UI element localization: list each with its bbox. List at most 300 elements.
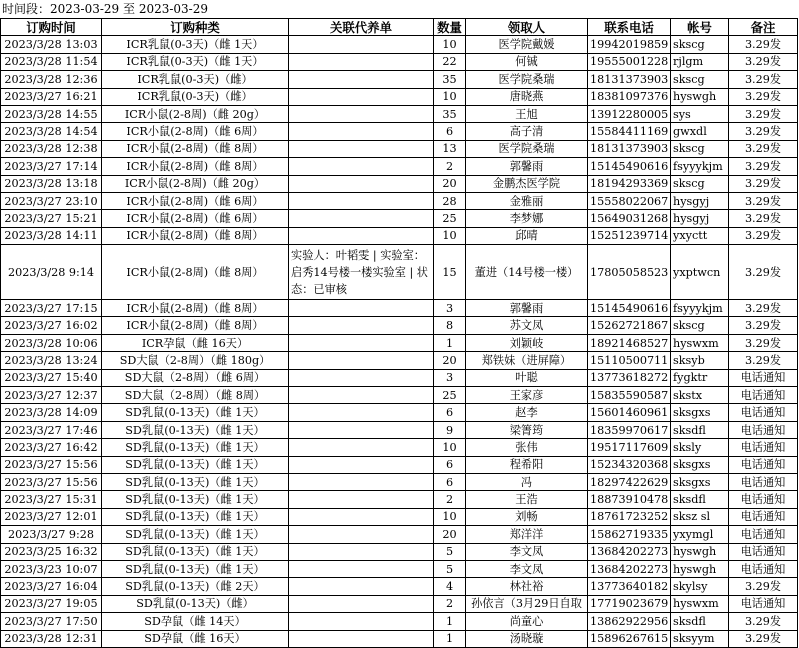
table-row[interactable]: [1, 421, 798, 438]
order-type-cell: SD大鼠（2-8周）（雌 180g）: [102, 352, 289, 369]
phone-cell: 15145490616: [588, 158, 671, 175]
linked-order-cell: [289, 210, 434, 227]
quantity-cell: 15: [434, 245, 466, 300]
account-cell: rjlgm: [671, 53, 729, 70]
account-cell: sksgxs: [671, 404, 729, 421]
phone-cell: 15601460961: [588, 404, 671, 421]
table-row[interactable]: [1, 300, 798, 317]
recipient-cell: 唐晓燕: [466, 88, 588, 105]
remark-cell: 电话通知: [729, 595, 798, 612]
order-type-cell: ICR孕鼠（雌 16天）: [102, 334, 289, 351]
order-time-cell: 2023/3/27 12:37: [1, 387, 102, 404]
quantity-cell: 3: [434, 300, 466, 317]
remark-cell: 3.29发: [729, 88, 798, 105]
recipient-cell: 刘颖岐: [466, 334, 588, 351]
recipient-cell: 叶聪: [466, 369, 588, 386]
quantity-cell: 35: [434, 105, 466, 122]
linked-order-cell: [289, 543, 434, 560]
account-cell: sksyym: [671, 630, 729, 647]
quantity-cell: 10: [434, 227, 466, 244]
col-quantity[interactable]: 数量: [434, 19, 466, 36]
order-type-cell: SD乳鼠(0-13天)（雌 1天）: [102, 404, 289, 421]
quantity-cell: 6: [434, 123, 466, 140]
quantity-cell: 20: [434, 526, 466, 543]
linked-order-cell: [289, 526, 434, 543]
quantity-cell: 1: [434, 334, 466, 351]
remark-cell: 电话通知: [729, 404, 798, 421]
table-row[interactable]: [1, 613, 798, 630]
table-row[interactable]: [1, 227, 798, 244]
quantity-cell: 28: [434, 192, 466, 209]
phone-cell: 15251239714: [588, 227, 671, 244]
order-type-cell: SD乳鼠(0-13天)（雌 1天）: [102, 526, 289, 543]
remark-cell: 3.29发: [729, 245, 798, 300]
account-cell: hyswgh: [671, 543, 729, 560]
order-time-cell: 2023/3/27 16:42: [1, 439, 102, 456]
phone-cell: 18297422629: [588, 473, 671, 490]
linked-order-cell: [289, 630, 434, 647]
order-type-cell: SD乳鼠(0-13天)（雌 1天）: [102, 439, 289, 456]
order-type-cell: SD大鼠（2-8周）（雌 6周）: [102, 369, 289, 386]
order-type-cell: SD孕鼠（雌 14天）: [102, 613, 289, 630]
recipient-cell: 赵李: [466, 404, 588, 421]
order-time-cell: 2023/3/28 14:11: [1, 227, 102, 244]
phone-cell: 15862719335: [588, 526, 671, 543]
order-time-cell: 2023/3/28 14:55: [1, 105, 102, 122]
account-cell: skscg: [671, 71, 729, 88]
phone-cell: 19555001228: [588, 53, 671, 70]
linked-order-cell: [289, 578, 434, 595]
order-time-cell: 2023/3/27 15:40: [1, 369, 102, 386]
order-type-cell: ICR乳鼠(0-3天)（雌）: [102, 88, 289, 105]
quantity-cell: 10: [434, 439, 466, 456]
quantity-cell: 20: [434, 352, 466, 369]
quantity-cell: 6: [434, 473, 466, 490]
table-row[interactable]: [1, 210, 798, 227]
table-row[interactable]: [1, 369, 798, 386]
remark-cell: 3.29发: [729, 192, 798, 209]
order-type-cell: ICR小鼠(2-8周)（雌 20g）: [102, 105, 289, 122]
phone-cell: 18131373903: [588, 140, 671, 157]
recipient-cell: 郑铁妹（进屏障）: [466, 352, 588, 369]
phone-cell: 15110500711: [588, 352, 671, 369]
remark-cell: 电话通知: [729, 369, 798, 386]
remark-cell: 3.29发: [729, 36, 798, 53]
account-cell: sksdfl: [671, 613, 729, 630]
table-row[interactable]: [1, 456, 798, 473]
account-cell: fsyyykjm: [671, 300, 729, 317]
quantity-cell: 10: [434, 88, 466, 105]
remark-cell: 3.29发: [729, 140, 798, 157]
quantity-cell: 25: [434, 387, 466, 404]
order-type-cell: ICR小鼠(2-8周)（雌 6周）: [102, 192, 289, 209]
recipient-cell: 程希阳: [466, 456, 588, 473]
table-row[interactable]: [1, 317, 798, 334]
order-time-cell: 2023/3/27 16:02: [1, 317, 102, 334]
linked-order-cell: [289, 158, 434, 175]
remark-cell: 3.29发: [729, 105, 798, 122]
order-time-cell: 2023/3/28 12:36: [1, 71, 102, 88]
order-time-cell: 2023/3/27 17:50: [1, 613, 102, 630]
linked-order-cell: [289, 53, 434, 70]
account-cell: hyswgh: [671, 88, 729, 105]
order-time-cell: 2023/3/28 12:31: [1, 630, 102, 647]
table-row[interactable]: [1, 88, 798, 105]
phone-cell: 13862922956: [588, 613, 671, 630]
recipient-cell: 郑洋洋: [466, 526, 588, 543]
remark-cell: 3.29发: [729, 71, 798, 88]
recipient-cell: 李梦娜: [466, 210, 588, 227]
order-type-cell: SD乳鼠(0-13天)（雌）: [102, 595, 289, 612]
linked-order-cell: [289, 192, 434, 209]
quantity-cell: 8: [434, 317, 466, 334]
phone-cell: 19517117609: [588, 439, 671, 456]
account-cell: hysgyj: [671, 210, 729, 227]
account-cell: sksdfl: [671, 491, 729, 508]
linked-order-cell: [289, 456, 434, 473]
quantity-cell: 22: [434, 53, 466, 70]
account-cell: gwxdl: [671, 123, 729, 140]
order-time-cell: 2023/3/23 10:07: [1, 560, 102, 577]
phone-cell: 13684202273: [588, 543, 671, 560]
linked-order-cell: [289, 123, 434, 140]
table-row[interactable]: [1, 595, 798, 612]
linked-order-cell: [289, 105, 434, 122]
order-time-cell: 2023/3/27 17:46: [1, 421, 102, 438]
phone-cell: 13684202273: [588, 560, 671, 577]
table-header-row: [1, 19, 798, 36]
order-type-cell: SD孕鼠（雌 16天）: [102, 630, 289, 647]
order-time-cell: 2023/3/28 14:54: [1, 123, 102, 140]
account-cell: skscg: [671, 175, 729, 192]
remark-cell: 3.29发: [729, 300, 798, 317]
remark-cell: 电话通知: [729, 526, 798, 543]
account-cell: skscg: [671, 36, 729, 53]
quantity-cell: 6: [434, 404, 466, 421]
order-time-cell: 2023/3/27 15:21: [1, 210, 102, 227]
account-cell: fygktr: [671, 369, 729, 386]
date-range-label: 时间段：2023-03-29 至 2023-03-29: [2, 2, 209, 16]
order-time-cell: 2023/3/28 14:09: [1, 404, 102, 421]
linked-order-cell: [289, 352, 434, 369]
linked-order-cell: [289, 300, 434, 317]
table-row[interactable]: [1, 630, 798, 647]
order-type-cell: ICR小鼠(2-8周)（雌 8周）: [102, 300, 289, 317]
linked-order-cell: [289, 404, 434, 421]
account-cell: sksz sl: [671, 508, 729, 525]
recipient-cell: 医学院桑瑞: [466, 140, 588, 157]
remark-cell: 3.29发: [729, 352, 798, 369]
recipient-cell: 苏文凤: [466, 317, 588, 334]
col-linked-order[interactable]: 关联代养单: [289, 19, 434, 36]
recipient-cell: 孙依言（3月29日自取: [466, 595, 588, 612]
order-time-cell: 2023/3/28 10:06: [1, 334, 102, 351]
account-cell: yxyctt: [671, 227, 729, 244]
table-row[interactable]: [1, 491, 798, 508]
order-time-cell: 2023/3/27 15:56: [1, 473, 102, 490]
recipient-cell: 冯: [466, 473, 588, 490]
table-row[interactable]: [1, 543, 798, 560]
table-row[interactable]: [1, 192, 798, 209]
remark-cell: 3.29发: [729, 227, 798, 244]
phone-cell: 13773640182: [588, 578, 671, 595]
phone-cell: 15584411169: [588, 123, 671, 140]
order-type-cell: ICR乳鼠(0-3天)（雌 1天）: [102, 53, 289, 70]
quantity-cell: 25: [434, 210, 466, 227]
table-row[interactable]: [1, 71, 798, 88]
phone-cell: 18381097376: [588, 88, 671, 105]
order-type-cell: ICR小鼠(2-8周)（雌 8周）: [102, 317, 289, 334]
linked-order-cell: [289, 36, 434, 53]
account-cell: yxptwcn: [671, 245, 729, 300]
quantity-cell: 3: [434, 369, 466, 386]
phone-cell: 15896267615: [588, 630, 671, 647]
order-time-cell: 2023/3/28 13:18: [1, 175, 102, 192]
account-cell: sksgxs: [671, 473, 729, 490]
remark-cell: 3.29发: [729, 630, 798, 647]
recipient-cell: 刘畅: [466, 508, 588, 525]
table-row[interactable]: [1, 175, 798, 192]
table-row[interactable]: [1, 404, 798, 421]
order-time-cell: 2023/3/27 15:31: [1, 491, 102, 508]
remark-cell: 3.29发: [729, 123, 798, 140]
order-type-cell: SD大鼠（2-8周）（雌 8周）: [102, 387, 289, 404]
linked-order-cell: [289, 560, 434, 577]
recipient-cell: 高子清: [466, 123, 588, 140]
quantity-cell: 10: [434, 36, 466, 53]
phone-cell: 15262721867: [588, 317, 671, 334]
account-cell: sys: [671, 105, 729, 122]
remark-cell: 电话通知: [729, 473, 798, 490]
order-type-cell: SD乳鼠(0-13天)（雌 1天）: [102, 508, 289, 525]
remark-cell: 电话通知: [729, 560, 798, 577]
quantity-cell: 1: [434, 630, 466, 647]
col-order-time[interactable]: 订购时间: [1, 19, 102, 36]
order-type-cell: ICR乳鼠(0-3天)（雌 1天）: [102, 36, 289, 53]
phone-cell: 18873910478: [588, 491, 671, 508]
remark-cell: 3.29发: [729, 334, 798, 351]
account-cell: yxymgl: [671, 526, 729, 543]
linked-order-cell: [289, 421, 434, 438]
quantity-cell: 20: [434, 175, 466, 192]
recipient-cell: 汤晓璇: [466, 630, 588, 647]
recipient-cell: 王旭: [466, 105, 588, 122]
account-cell: sksdfl: [671, 421, 729, 438]
table-row[interactable]: [1, 53, 798, 70]
table-row[interactable]: [1, 123, 798, 140]
order-time-cell: 2023/3/28 9:14: [1, 245, 102, 300]
remark-cell: 电话通知: [729, 491, 798, 508]
remark-cell: 电话通知: [729, 421, 798, 438]
table-row[interactable]: [1, 105, 798, 122]
account-cell: skscg: [671, 317, 729, 334]
order-type-cell: ICR小鼠(2-8周)（雌 8周）: [102, 227, 289, 244]
order-type-cell: ICR小鼠(2-8周)（雌 8周）: [102, 245, 289, 300]
order-type-cell: ICR小鼠(2-8周)（雌 8周）: [102, 140, 289, 157]
remark-cell: 3.29发: [729, 210, 798, 227]
order-time-cell: 2023/3/27 16:04: [1, 578, 102, 595]
account-cell: hyswgh: [671, 560, 729, 577]
linked-order-cell: [289, 508, 434, 525]
quantity-cell: 2: [434, 491, 466, 508]
order-time-cell: 2023/3/27 16:21: [1, 88, 102, 105]
order-time-cell: 2023/3/27 15:56: [1, 456, 102, 473]
quantity-cell: 5: [434, 543, 466, 560]
account-cell: sksly: [671, 439, 729, 456]
recipient-cell: 李文凤: [466, 560, 588, 577]
quantity-cell: 10: [434, 508, 466, 525]
recipient-cell: 王浩: [466, 491, 588, 508]
account-cell: sksyb: [671, 352, 729, 369]
table-row[interactable]: [1, 334, 798, 351]
remark-cell: 3.29发: [729, 613, 798, 630]
table-row[interactable]: [1, 140, 798, 157]
phone-cell: 15145490616: [588, 300, 671, 317]
recipient-cell: 梁箐筠: [466, 421, 588, 438]
linked-order-cell: [289, 439, 434, 456]
order-time-cell: 2023/3/27 12:01: [1, 508, 102, 525]
linked-order-cell: [289, 227, 434, 244]
col-phone[interactable]: 联系电话: [588, 19, 671, 36]
order-type-cell: SD乳鼠(0-13天)（雌 1天）: [102, 456, 289, 473]
quantity-cell: 2: [434, 158, 466, 175]
col-remark[interactable]: 备注: [729, 19, 798, 36]
table-row[interactable]: [1, 526, 798, 543]
phone-cell: 19942019859: [588, 36, 671, 53]
account-cell: skstx: [671, 387, 729, 404]
account-cell: fsyyykjm: [671, 158, 729, 175]
linked-order-cell: [289, 317, 434, 334]
col-recipient[interactable]: 领取人: [466, 19, 588, 36]
table-body: [1, 36, 798, 648]
quantity-cell: 9: [434, 421, 466, 438]
quantity-cell: 35: [434, 71, 466, 88]
linked-order-cell: [289, 491, 434, 508]
order-table: [0, 18, 798, 648]
linked-order-cell: [289, 88, 434, 105]
account-cell: hysgyj: [671, 192, 729, 209]
recipient-cell: 尚童心: [466, 613, 588, 630]
order-time-cell: 2023/3/28 12:38: [1, 140, 102, 157]
recipient-cell: 金雅丽: [466, 192, 588, 209]
account-cell: skscg: [671, 140, 729, 157]
recipient-cell: 董进（14号楼一楼）: [466, 245, 588, 300]
table-row[interactable]: [1, 473, 798, 490]
phone-cell: 18359970617: [588, 421, 671, 438]
remark-cell: 电话通知: [729, 456, 798, 473]
order-time-cell: 2023/3/28 11:54: [1, 53, 102, 70]
col-account[interactable]: 帐号: [671, 19, 729, 36]
order-time-cell: 2023/3/27 17:15: [1, 300, 102, 317]
order-time-cell: 2023/3/27 17:14: [1, 158, 102, 175]
linked-order-cell: [289, 71, 434, 88]
order-time-cell: 2023/3/25 16:32: [1, 543, 102, 560]
remark-cell: 电话通知: [729, 508, 798, 525]
linked-order-cell: [289, 369, 434, 386]
quantity-cell: 13: [434, 140, 466, 157]
order-time-cell: 2023/3/28 13:24: [1, 352, 102, 369]
phone-cell: 15558022067: [588, 192, 671, 209]
order-type-cell: ICR乳鼠(0-3天)（雌）: [102, 71, 289, 88]
remark-cell: 3.29发: [729, 175, 798, 192]
recipient-cell: 医学院戴媛: [466, 36, 588, 53]
recipient-cell: 张伟: [466, 439, 588, 456]
phone-cell: 13773618272: [588, 369, 671, 386]
linked-order-cell: [289, 140, 434, 157]
linked-order-cell: [289, 387, 434, 404]
recipient-cell: 王家彦: [466, 387, 588, 404]
remark-cell: 3.29发: [729, 53, 798, 70]
order-time-cell: 2023/3/27 23:10: [1, 192, 102, 209]
quantity-cell: 6: [434, 456, 466, 473]
linked-order-cell: 实验人：叶韬雯 | 实验室：启秀14号楼一楼实验室 | 状态：已审核: [289, 245, 434, 300]
remark-cell: 3.29发: [729, 317, 798, 334]
recipient-cell: 李文凤: [466, 543, 588, 560]
linked-order-cell: [289, 175, 434, 192]
recipient-cell: 郭馨雨: [466, 158, 588, 175]
phone-cell: 17805058523: [588, 245, 671, 300]
order-type-cell: ICR小鼠(2-8周)（雌 6周）: [102, 210, 289, 227]
account-cell: skylsy: [671, 578, 729, 595]
remark-cell: 3.29发: [729, 158, 798, 175]
table-row[interactable]: [1, 245, 798, 300]
linked-order-cell: [289, 613, 434, 630]
table-row[interactable]: [1, 508, 798, 525]
table-row[interactable]: [1, 578, 798, 595]
order-type-cell: SD乳鼠(0-13天)（雌 1天）: [102, 473, 289, 490]
order-time-cell: 2023/3/27 19:05: [1, 595, 102, 612]
quantity-cell: 2: [434, 595, 466, 612]
table-row[interactable]: [1, 158, 798, 175]
order-type-cell: SD乳鼠(0-13天)（雌 1天）: [102, 560, 289, 577]
account-cell: hyswxm: [671, 334, 729, 351]
quantity-cell: 1: [434, 613, 466, 630]
order-type-cell: SD乳鼠(0-13天)（雌 1天）: [102, 491, 289, 508]
phone-cell: 17719023679: [588, 595, 671, 612]
phone-cell: 18921468527: [588, 334, 671, 351]
remark-cell: 电话通知: [729, 439, 798, 456]
phone-cell: 18761723252: [588, 508, 671, 525]
phone-cell: 15649031268: [588, 210, 671, 227]
remark-cell: 电话通知: [729, 543, 798, 560]
quantity-cell: 5: [434, 560, 466, 577]
order-time-cell: 2023/3/27 9:28: [1, 526, 102, 543]
linked-order-cell: [289, 595, 434, 612]
table-row[interactable]: [1, 560, 798, 577]
linked-order-cell: [289, 334, 434, 351]
order-type-cell: SD乳鼠(0-13天)（雌 2天）: [102, 578, 289, 595]
table-row[interactable]: [1, 36, 798, 53]
col-order-type[interactable]: 订购种类: [102, 19, 289, 36]
recipient-cell: 金鹏杰医学院: [466, 175, 588, 192]
linked-order-cell: [289, 473, 434, 490]
order-type-cell: SD乳鼠(0-13天)（雌 1天）: [102, 421, 289, 438]
account-cell: sksgxs: [671, 456, 729, 473]
phone-cell: 13912280005: [588, 105, 671, 122]
table-row[interactable]: [1, 387, 798, 404]
table-row[interactable]: [1, 352, 798, 369]
phone-cell: 18131373903: [588, 71, 671, 88]
recipient-cell: 医学院桑瑞: [466, 71, 588, 88]
table-row[interactable]: [1, 439, 798, 456]
order-type-cell: ICR小鼠(2-8周)（雌 6周）: [102, 123, 289, 140]
order-type-cell: SD乳鼠(0-13天)（雌 1天）: [102, 543, 289, 560]
phone-cell: 15234320368: [588, 456, 671, 473]
recipient-cell: 郭馨雨: [466, 300, 588, 317]
remark-cell: 电话通知: [729, 387, 798, 404]
phone-cell: 18194293369: [588, 175, 671, 192]
phone-cell: 15835590587: [588, 387, 671, 404]
